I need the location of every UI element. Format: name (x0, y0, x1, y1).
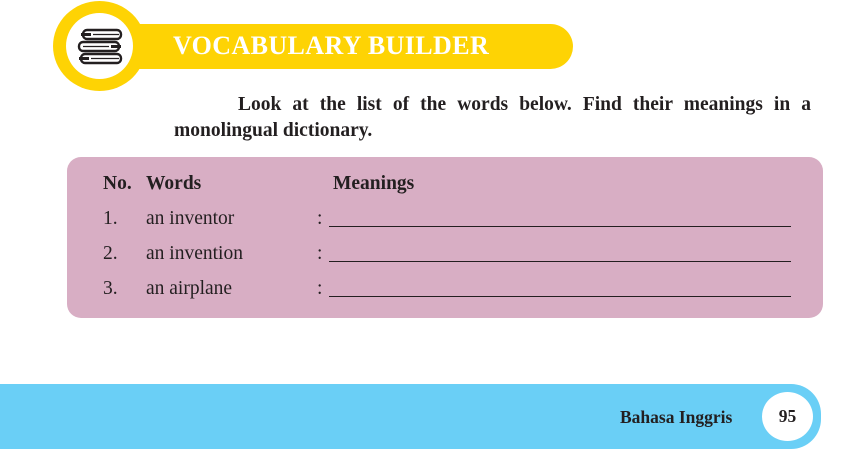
row-colon: : (317, 243, 323, 264)
meaning-blank-line[interactable] (329, 261, 791, 262)
header-words: Words (146, 173, 202, 194)
row-colon: : (317, 208, 323, 229)
row-number: 3. (103, 278, 118, 299)
row-colon: : (317, 278, 323, 299)
meaning-blank-line[interactable] (329, 296, 791, 297)
row-word: an airplane (146, 278, 233, 299)
row-word: an invention (146, 243, 243, 264)
page-number: 95 (778, 406, 797, 426)
row-number: 2. (103, 243, 118, 264)
section-title: VOCABULARY BUILDER (173, 31, 490, 60)
row-word: an inventor (146, 208, 235, 229)
meaning-blank-line[interactable] (329, 226, 791, 227)
header-no: No. (103, 173, 132, 194)
instruction-text: Look at the list of the words below. Find their meanings in a monolingual dictionary. (174, 94, 811, 141)
row-number: 1. (103, 208, 118, 229)
book-title: Bahasa Inggris (620, 407, 733, 427)
books-icon (75, 24, 125, 68)
header-meanings: Meanings (333, 173, 415, 194)
